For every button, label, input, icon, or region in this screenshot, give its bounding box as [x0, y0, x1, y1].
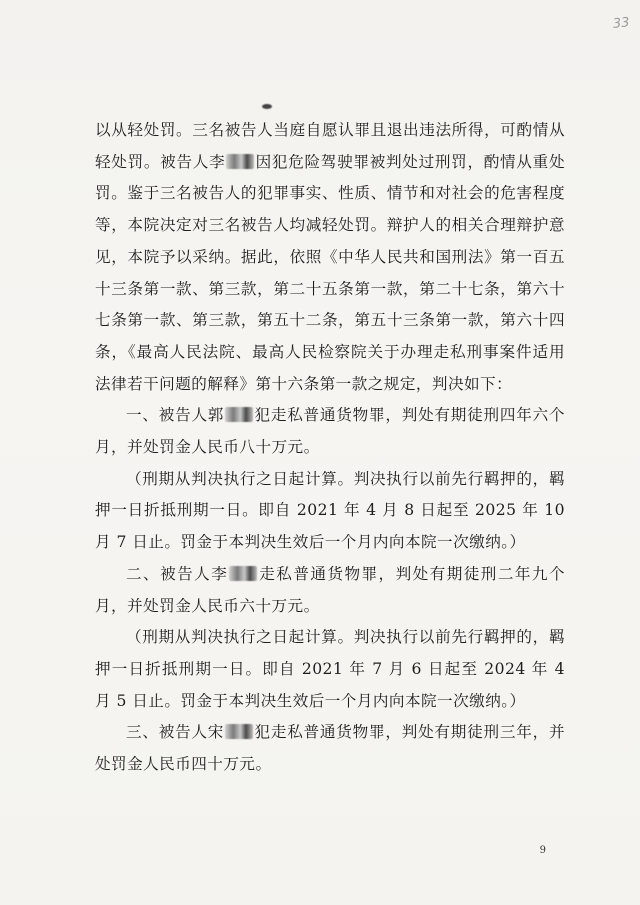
paragraph-text: 犯走私普通货物罪，判处有期徒刑四年六个月，并处罚金人民币八十万元。 — [95, 406, 565, 457]
paragraph-text: （刑期从判决执行之日起计算。判决执行以前先行羁押的，羁押一日折抵刑期一日。即自 2021 年 4 月 8 日起至 2025 年 10 月 7 日止。罚金于本判决生效后一个月内向本院一次缴纳。） — [95, 469, 565, 552]
paragraph-text: 二、被告人李 — [126, 564, 229, 583]
paragraph-text: 以从轻处罚。三名被告人当庭自愿认罪且退出违法所得，可酌情从轻处罚。被告人李 — [95, 121, 565, 171]
redacted-name — [225, 724, 253, 739]
redacted-name — [229, 566, 257, 581]
paragraph-1 — [95, 115, 565, 400]
paragraph-text: 犯走私普通货物罪，判处有期徒刑三年，并处罚金人民币四十万元。 — [95, 723, 565, 774]
redacted-name — [226, 154, 254, 169]
paragraph-5 — [95, 622, 565, 717]
judgment-body — [95, 115, 565, 781]
paragraph-2 — [95, 400, 565, 463]
paragraph-text: 因犯危险驾驶罪被判处过刑罚，酌情从重处罚。鉴于三名被告人的犯罪事实、性质、情节和对社会的危害程度等，本院决定对三名被告人均减轻处罚。辩护人的相关合理辩护意见，本院予以采纳。据此，依照《中华人民共和国刑法》第一百五十三条第一款、第三款，第二十五条第一款，第二十七条，第六十七条第一款、第三款，第五十二条，第五十三条第一款，第六十四条，《最高人民法院、最高人民检察院关于办理走私刑事案件适用法律若干问题的解释》第十六条第一款之规定，判决如下： — [95, 152, 565, 393]
paragraph-6 — [95, 717, 565, 780]
paragraph-text: 三、被告人宋 — [126, 723, 225, 742]
paragraph-text: （刑期从判决执行之日起计算。判决执行以前先行羁押的，羁押一日折抵刑期一日。即自 2021 年 7 月 6 日起至 2024 年 4 月 5 日止。罚金于本判决生效后一个月内向本院一次缴纳。） — [95, 628, 565, 710]
redacted-name — [225, 407, 253, 422]
paragraph-4 — [95, 559, 565, 622]
scan-speck — [262, 104, 272, 109]
paragraph-3 — [95, 464, 565, 559]
page-number: 9 — [539, 845, 546, 856]
corner-page-mark: 33 — [612, 15, 631, 32]
paragraph-text: 一、被告人郭 — [126, 406, 225, 425]
paragraph-text: 走私普通货物罪，判处有期徒刑二年九个月，并处罚金人民币六十万元。 — [95, 564, 565, 615]
